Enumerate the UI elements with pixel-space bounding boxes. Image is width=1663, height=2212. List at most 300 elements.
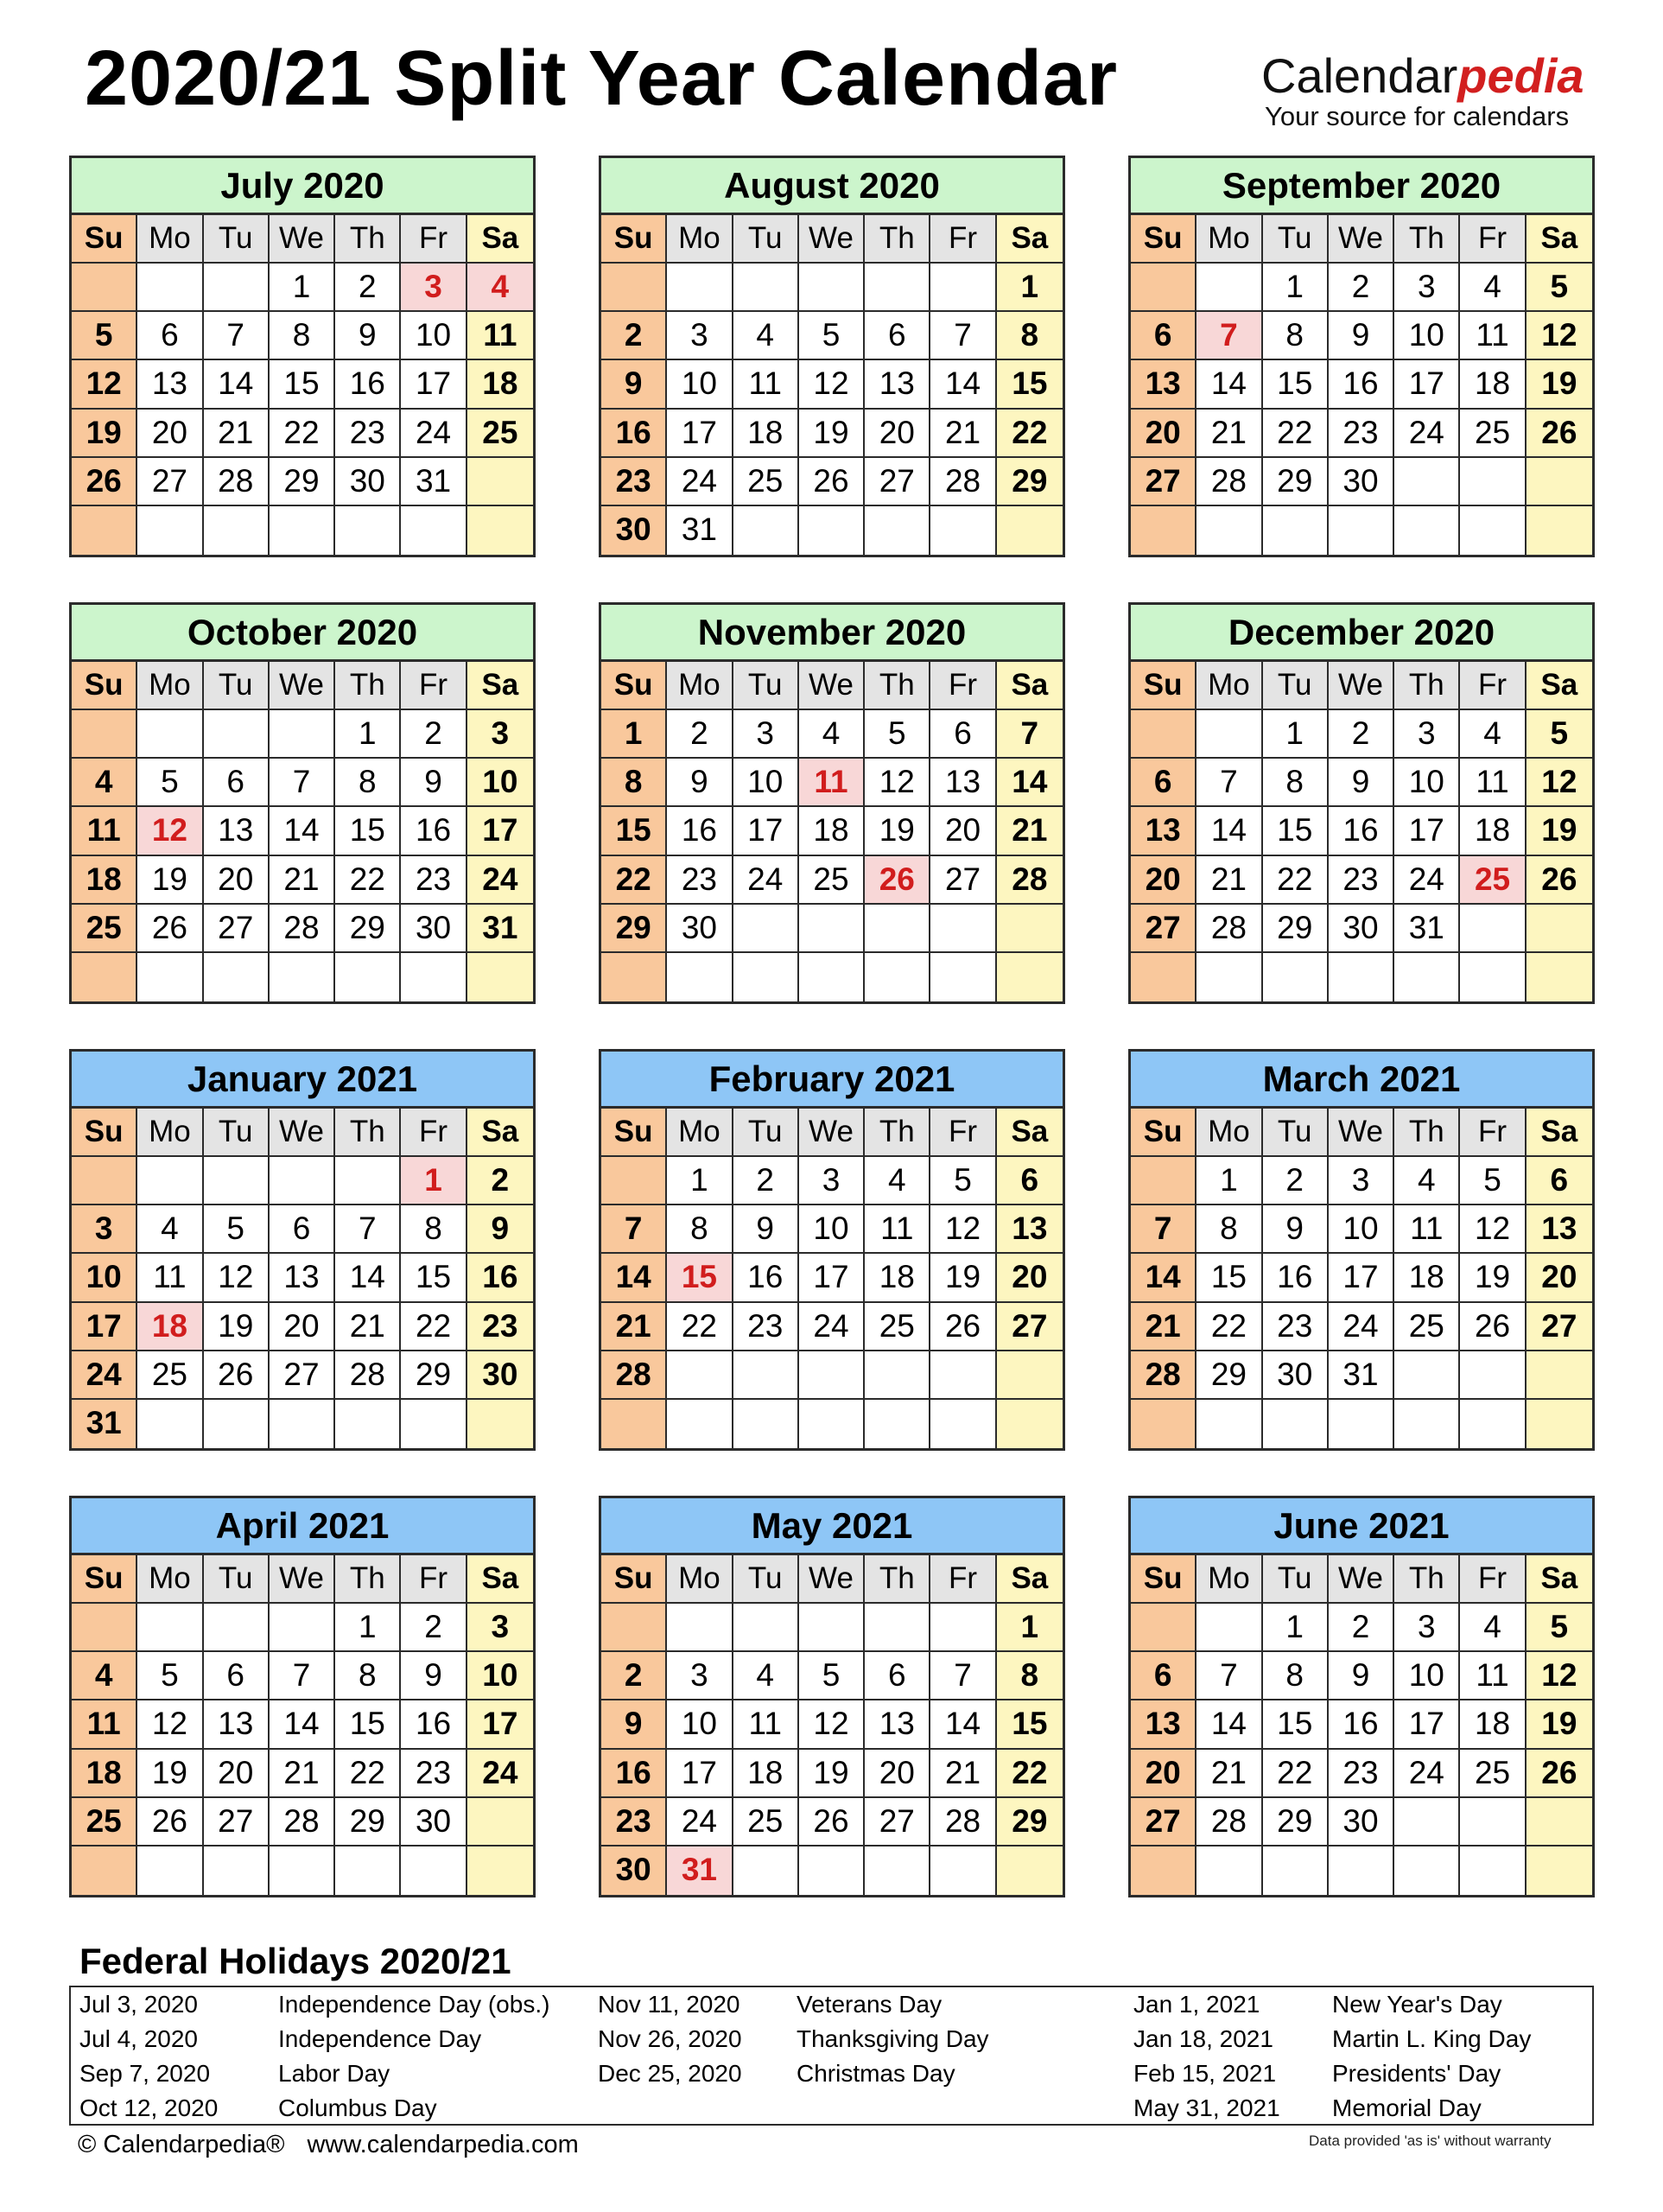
day-cell[interactable]: 18 [733, 410, 799, 458]
day-cell[interactable]: 29 [1196, 1351, 1262, 1400]
day-cell[interactable]: 30 [401, 1798, 467, 1847]
day-cell[interactable]: 29 [601, 905, 667, 953]
day-cell[interactable]: 21 [270, 856, 335, 905]
day-cell[interactable]: 16 [1263, 1254, 1329, 1302]
day-cell[interactable]: 7 [601, 1205, 667, 1254]
day-cell[interactable]: 19 [1527, 807, 1592, 855]
day-cell[interactable]: 21 [930, 410, 996, 458]
day-cell[interactable]: 27 [865, 1798, 930, 1847]
day-cell[interactable]: 20 [1527, 1254, 1592, 1302]
day-cell[interactable]: 18 [1394, 1254, 1460, 1302]
holiday-day-cell[interactable]: 11 [799, 759, 865, 807]
day-cell[interactable]: 3 [799, 1157, 865, 1205]
day-cell[interactable]: 13 [865, 1700, 930, 1749]
day-cell[interactable]: 16 [601, 1750, 667, 1798]
day-cell[interactable]: 3 [667, 312, 733, 360]
day-cell[interactable]: 11 [733, 1700, 799, 1749]
day-cell[interactable]: 23 [335, 410, 401, 458]
day-cell[interactable]: 9 [401, 1652, 467, 1700]
day-cell[interactable]: 10 [1394, 759, 1460, 807]
day-cell[interactable]: 4 [72, 1652, 137, 1700]
day-cell[interactable]: 21 [930, 1750, 996, 1798]
day-cell[interactable]: 24 [467, 1750, 533, 1798]
day-cell[interactable]: 17 [1329, 1254, 1394, 1302]
day-cell[interactable]: 19 [137, 1750, 203, 1798]
day-cell[interactable]: 23 [401, 1750, 467, 1798]
day-cell[interactable]: 12 [1460, 1205, 1526, 1254]
day-cell[interactable]: 26 [72, 458, 137, 506]
day-cell[interactable]: 30 [1329, 1798, 1394, 1847]
day-cell[interactable]: 23 [1263, 1303, 1329, 1351]
day-cell[interactable]: 13 [137, 360, 203, 409]
day-cell[interactable]: 13 [204, 1700, 270, 1749]
day-cell[interactable]: 25 [137, 1351, 203, 1400]
day-cell[interactable]: 25 [1394, 1303, 1460, 1351]
day-cell[interactable]: 24 [1394, 410, 1460, 458]
day-cell[interactable]: 18 [865, 1254, 930, 1302]
day-cell[interactable]: 27 [137, 458, 203, 506]
day-cell[interactable]: 9 [601, 360, 667, 409]
day-cell[interactable]: 31 [72, 1400, 137, 1448]
day-cell[interactable]: 23 [1329, 1750, 1394, 1798]
day-cell[interactable]: 1 [997, 264, 1063, 312]
day-cell[interactable]: 3 [733, 710, 799, 759]
day-cell[interactable]: 22 [1263, 1750, 1329, 1798]
day-cell[interactable]: 21 [1196, 856, 1262, 905]
day-cell[interactable]: 15 [1263, 807, 1329, 855]
day-cell[interactable]: 26 [1460, 1303, 1526, 1351]
day-cell[interactable]: 23 [1329, 856, 1394, 905]
day-cell[interactable]: 8 [335, 1652, 401, 1700]
day-cell[interactable]: 6 [865, 1652, 930, 1700]
day-cell[interactable]: 27 [865, 458, 930, 506]
day-cell[interactable]: 14 [1196, 1700, 1262, 1749]
day-cell[interactable]: 4 [1460, 1604, 1526, 1652]
day-cell[interactable]: 20 [270, 1303, 335, 1351]
day-cell[interactable]: 9 [467, 1205, 533, 1254]
day-cell[interactable]: 19 [1460, 1254, 1526, 1302]
day-cell[interactable]: 7 [930, 312, 996, 360]
day-cell[interactable]: 5 [137, 1652, 203, 1700]
holiday-day-cell[interactable]: 25 [1460, 856, 1526, 905]
day-cell[interactable]: 7 [270, 1652, 335, 1700]
day-cell[interactable]: 4 [865, 1157, 930, 1205]
day-cell[interactable]: 8 [1263, 312, 1329, 360]
day-cell[interactable]: 11 [467, 312, 533, 360]
day-cell[interactable]: 10 [733, 759, 799, 807]
holiday-day-cell[interactable]: 1 [401, 1157, 467, 1205]
day-cell[interactable]: 14 [204, 360, 270, 409]
day-cell[interactable]: 11 [137, 1254, 203, 1302]
day-cell[interactable]: 6 [1131, 312, 1196, 360]
day-cell[interactable]: 2 [667, 710, 733, 759]
day-cell[interactable]: 17 [799, 1254, 865, 1302]
day-cell[interactable]: 22 [335, 856, 401, 905]
day-cell[interactable]: 12 [799, 1700, 865, 1749]
day-cell[interactable]: 21 [335, 1303, 401, 1351]
day-cell[interactable]: 24 [1394, 856, 1460, 905]
day-cell[interactable]: 9 [601, 1700, 667, 1749]
day-cell[interactable]: 3 [467, 710, 533, 759]
day-cell[interactable]: 7 [997, 710, 1063, 759]
day-cell[interactable]: 27 [1131, 1798, 1196, 1847]
day-cell[interactable]: 20 [930, 807, 996, 855]
day-cell[interactable]: 20 [1131, 1750, 1196, 1798]
day-cell[interactable]: 27 [204, 905, 270, 953]
day-cell[interactable]: 16 [335, 360, 401, 409]
day-cell[interactable]: 18 [799, 807, 865, 855]
day-cell[interactable]: 5 [72, 312, 137, 360]
day-cell[interactable]: 25 [1460, 1750, 1526, 1798]
day-cell[interactable]: 19 [799, 410, 865, 458]
day-cell[interactable]: 9 [1329, 1652, 1394, 1700]
day-cell[interactable]: 16 [733, 1254, 799, 1302]
day-cell[interactable]: 25 [72, 1798, 137, 1847]
day-cell[interactable]: 27 [204, 1798, 270, 1847]
day-cell[interactable]: 16 [601, 410, 667, 458]
day-cell[interactable]: 13 [270, 1254, 335, 1302]
day-cell[interactable]: 4 [733, 312, 799, 360]
day-cell[interactable]: 16 [1329, 807, 1394, 855]
day-cell[interactable]: 1 [997, 1604, 1063, 1652]
day-cell[interactable]: 30 [467, 1351, 533, 1400]
day-cell[interactable]: 24 [667, 458, 733, 506]
day-cell[interactable]: 29 [997, 1798, 1063, 1847]
day-cell[interactable]: 12 [865, 759, 930, 807]
day-cell[interactable]: 30 [1263, 1351, 1329, 1400]
day-cell[interactable]: 8 [401, 1205, 467, 1254]
day-cell[interactable]: 29 [1263, 905, 1329, 953]
day-cell[interactable]: 28 [930, 458, 996, 506]
day-cell[interactable]: 28 [270, 905, 335, 953]
day-cell[interactable]: 3 [467, 1604, 533, 1652]
day-cell[interactable]: 20 [137, 410, 203, 458]
day-cell[interactable]: 13 [1131, 807, 1196, 855]
day-cell[interactable]: 19 [930, 1254, 996, 1302]
day-cell[interactable]: 17 [1394, 807, 1460, 855]
day-cell[interactable]: 17 [1394, 360, 1460, 409]
day-cell[interactable]: 5 [799, 312, 865, 360]
day-cell[interactable]: 10 [72, 1254, 137, 1302]
day-cell[interactable]: 21 [601, 1303, 667, 1351]
day-cell[interactable]: 21 [204, 410, 270, 458]
day-cell[interactable]: 10 [1394, 312, 1460, 360]
day-cell[interactable]: 17 [467, 1700, 533, 1749]
day-cell[interactable]: 6 [1527, 1157, 1592, 1205]
day-cell[interactable]: 8 [601, 759, 667, 807]
holiday-day-cell[interactable]: 7 [1196, 312, 1262, 360]
day-cell[interactable]: 19 [137, 856, 203, 905]
day-cell[interactable]: 27 [930, 856, 996, 905]
day-cell[interactable]: 4 [799, 710, 865, 759]
day-cell[interactable]: 17 [72, 1303, 137, 1351]
day-cell[interactable]: 1 [335, 1604, 401, 1652]
day-cell[interactable]: 27 [1527, 1303, 1592, 1351]
day-cell[interactable]: 8 [335, 759, 401, 807]
day-cell[interactable]: 5 [1460, 1157, 1526, 1205]
day-cell[interactable]: 2 [1329, 710, 1394, 759]
day-cell[interactable]: 20 [204, 856, 270, 905]
day-cell[interactable]: 10 [467, 1652, 533, 1700]
day-cell[interactable]: 26 [930, 1303, 996, 1351]
day-cell[interactable]: 15 [1263, 360, 1329, 409]
day-cell[interactable]: 25 [1460, 410, 1526, 458]
day-cell[interactable]: 11 [1460, 759, 1526, 807]
day-cell[interactable]: 22 [997, 1750, 1063, 1798]
day-cell[interactable]: 7 [270, 759, 335, 807]
day-cell[interactable]: 23 [733, 1303, 799, 1351]
day-cell[interactable]: 5 [1527, 264, 1592, 312]
holiday-day-cell[interactable]: 4 [467, 264, 533, 312]
day-cell[interactable]: 29 [1263, 458, 1329, 506]
day-cell[interactable]: 15 [401, 1254, 467, 1302]
day-cell[interactable]: 2 [401, 1604, 467, 1652]
day-cell[interactable]: 25 [733, 1798, 799, 1847]
day-cell[interactable]: 27 [270, 1351, 335, 1400]
day-cell[interactable]: 19 [799, 1750, 865, 1798]
day-cell[interactable]: 25 [733, 458, 799, 506]
day-cell[interactable]: 18 [1460, 1700, 1526, 1749]
day-cell[interactable]: 14 [1196, 360, 1262, 409]
day-cell[interactable]: 28 [1196, 905, 1262, 953]
day-cell[interactable]: 10 [667, 1700, 733, 1749]
day-cell[interactable]: 5 [1527, 710, 1592, 759]
day-cell[interactable]: 29 [1263, 1798, 1329, 1847]
holiday-day-cell[interactable]: 12 [137, 807, 203, 855]
day-cell[interactable]: 9 [733, 1205, 799, 1254]
day-cell[interactable]: 11 [865, 1205, 930, 1254]
day-cell[interactable]: 30 [1329, 458, 1394, 506]
day-cell[interactable]: 1 [1263, 1604, 1329, 1652]
day-cell[interactable]: 18 [1460, 807, 1526, 855]
day-cell[interactable]: 13 [1131, 1700, 1196, 1749]
day-cell[interactable]: 7 [1131, 1205, 1196, 1254]
day-cell[interactable]: 18 [467, 360, 533, 409]
day-cell[interactable]: 16 [1329, 360, 1394, 409]
day-cell[interactable]: 28 [1196, 1798, 1262, 1847]
day-cell[interactable]: 22 [1263, 410, 1329, 458]
day-cell[interactable]: 22 [1263, 856, 1329, 905]
day-cell[interactable]: 11 [72, 1700, 137, 1749]
day-cell[interactable]: 14 [1131, 1254, 1196, 1302]
day-cell[interactable]: 13 [865, 360, 930, 409]
day-cell[interactable]: 23 [601, 458, 667, 506]
holiday-day-cell[interactable]: 26 [865, 856, 930, 905]
day-cell[interactable]: 5 [865, 710, 930, 759]
day-cell[interactable]: 16 [401, 807, 467, 855]
day-cell[interactable]: 27 [997, 1303, 1063, 1351]
day-cell[interactable]: 26 [137, 1798, 203, 1847]
day-cell[interactable]: 12 [1527, 312, 1592, 360]
day-cell[interactable]: 9 [1329, 759, 1394, 807]
day-cell[interactable]: 16 [1329, 1700, 1394, 1749]
day-cell[interactable]: 27 [1131, 458, 1196, 506]
day-cell[interactable]: 10 [667, 360, 733, 409]
day-cell[interactable]: 2 [1263, 1157, 1329, 1205]
day-cell[interactable]: 30 [601, 1847, 667, 1895]
day-cell[interactable]: 2 [401, 710, 467, 759]
day-cell[interactable]: 23 [1329, 410, 1394, 458]
day-cell[interactable]: 17 [467, 807, 533, 855]
day-cell[interactable]: 21 [1131, 1303, 1196, 1351]
day-cell[interactable]: 20 [1131, 856, 1196, 905]
day-cell[interactable]: 1 [1263, 710, 1329, 759]
day-cell[interactable]: 19 [865, 807, 930, 855]
holiday-day-cell[interactable]: 31 [667, 1847, 733, 1895]
day-cell[interactable]: 3 [72, 1205, 137, 1254]
day-cell[interactable]: 1 [335, 710, 401, 759]
day-cell[interactable]: 8 [1196, 1205, 1262, 1254]
day-cell[interactable]: 31 [1329, 1351, 1394, 1400]
day-cell[interactable]: 18 [72, 1750, 137, 1798]
day-cell[interactable]: 7 [204, 312, 270, 360]
day-cell[interactable]: 21 [270, 1750, 335, 1798]
day-cell[interactable]: 2 [601, 1652, 667, 1700]
day-cell[interactable]: 20 [865, 1750, 930, 1798]
day-cell[interactable]: 14 [601, 1254, 667, 1302]
day-cell[interactable]: 5 [204, 1205, 270, 1254]
day-cell[interactable]: 8 [1263, 1652, 1329, 1700]
day-cell[interactable]: 26 [204, 1351, 270, 1400]
day-cell[interactable]: 29 [270, 458, 335, 506]
day-cell[interactable]: 6 [204, 759, 270, 807]
day-cell[interactable]: 1 [1263, 264, 1329, 312]
day-cell[interactable]: 14 [930, 1700, 996, 1749]
day-cell[interactable]: 1 [270, 264, 335, 312]
day-cell[interactable]: 3 [1329, 1157, 1394, 1205]
day-cell[interactable]: 2 [467, 1157, 533, 1205]
day-cell[interactable]: 5 [799, 1652, 865, 1700]
day-cell[interactable]: 31 [467, 905, 533, 953]
holiday-day-cell[interactable]: 15 [667, 1254, 733, 1302]
day-cell[interactable]: 9 [1329, 312, 1394, 360]
day-cell[interactable]: 30 [1329, 905, 1394, 953]
day-cell[interactable]: 25 [72, 905, 137, 953]
day-cell[interactable]: 6 [270, 1205, 335, 1254]
day-cell[interactable]: 30 [667, 905, 733, 953]
day-cell[interactable]: 14 [930, 360, 996, 409]
day-cell[interactable]: 3 [1394, 1604, 1460, 1652]
day-cell[interactable]: 14 [270, 807, 335, 855]
day-cell[interactable]: 26 [137, 905, 203, 953]
day-cell[interactable]: 11 [1394, 1205, 1460, 1254]
day-cell[interactable]: 5 [1527, 1604, 1592, 1652]
day-cell[interactable]: 23 [401, 856, 467, 905]
day-cell[interactable]: 28 [601, 1351, 667, 1400]
day-cell[interactable]: 23 [601, 1798, 667, 1847]
day-cell[interactable]: 13 [204, 807, 270, 855]
day-cell[interactable]: 10 [401, 312, 467, 360]
day-cell[interactable]: 5 [930, 1157, 996, 1205]
day-cell[interactable]: 28 [204, 458, 270, 506]
day-cell[interactable]: 24 [1329, 1303, 1394, 1351]
day-cell[interactable]: 20 [865, 410, 930, 458]
day-cell[interactable]: 6 [930, 710, 996, 759]
day-cell[interactable]: 18 [72, 856, 137, 905]
day-cell[interactable]: 19 [1527, 1700, 1592, 1749]
day-cell[interactable]: 15 [1196, 1254, 1262, 1302]
day-cell[interactable]: 19 [1527, 360, 1592, 409]
day-cell[interactable]: 6 [204, 1652, 270, 1700]
day-cell[interactable]: 12 [930, 1205, 996, 1254]
day-cell[interactable]: 22 [401, 1303, 467, 1351]
day-cell[interactable]: 26 [1527, 1750, 1592, 1798]
day-cell[interactable]: 25 [467, 410, 533, 458]
day-cell[interactable]: 3 [1394, 264, 1460, 312]
day-cell[interactable]: 30 [335, 458, 401, 506]
day-cell[interactable]: 12 [799, 360, 865, 409]
day-cell[interactable]: 4 [733, 1652, 799, 1700]
day-cell[interactable]: 17 [733, 807, 799, 855]
day-cell[interactable]: 27 [1131, 905, 1196, 953]
day-cell[interactable]: 7 [335, 1205, 401, 1254]
day-cell[interactable]: 26 [799, 458, 865, 506]
day-cell[interactable]: 29 [335, 905, 401, 953]
day-cell[interactable]: 12 [1527, 759, 1592, 807]
day-cell[interactable]: 4 [137, 1205, 203, 1254]
day-cell[interactable]: 18 [733, 1750, 799, 1798]
day-cell[interactable]: 28 [270, 1798, 335, 1847]
day-cell[interactable]: 10 [799, 1205, 865, 1254]
day-cell[interactable]: 22 [601, 856, 667, 905]
day-cell[interactable]: 7 [930, 1652, 996, 1700]
day-cell[interactable]: 12 [137, 1700, 203, 1749]
day-cell[interactable]: 24 [467, 856, 533, 905]
day-cell[interactable]: 24 [733, 856, 799, 905]
brand-logo[interactable] [1261, 50, 1598, 131]
day-cell[interactable]: 15 [335, 1700, 401, 1749]
day-cell[interactable]: 15 [997, 360, 1063, 409]
day-cell[interactable]: 13 [930, 759, 996, 807]
day-cell[interactable]: 6 [997, 1157, 1063, 1205]
day-cell[interactable]: 28 [1131, 1351, 1196, 1400]
day-cell[interactable]: 30 [601, 506, 667, 555]
day-cell[interactable]: 6 [865, 312, 930, 360]
day-cell[interactable]: 8 [270, 312, 335, 360]
day-cell[interactable]: 22 [335, 1750, 401, 1798]
day-cell[interactable]: 9 [335, 312, 401, 360]
day-cell[interactable]: 26 [1527, 856, 1592, 905]
day-cell[interactable]: 25 [799, 856, 865, 905]
day-cell[interactable]: 24 [401, 410, 467, 458]
day-cell[interactable]: 17 [667, 410, 733, 458]
holiday-day-cell[interactable]: 18 [137, 1303, 203, 1351]
day-cell[interactable]: 10 [1394, 1652, 1460, 1700]
day-cell[interactable]: 16 [401, 1700, 467, 1749]
day-cell[interactable]: 28 [930, 1798, 996, 1847]
website-link[interactable]: www.calendarpedia.com [307, 2131, 579, 2158]
day-cell[interactable]: 4 [1394, 1157, 1460, 1205]
day-cell[interactable]: 6 [1131, 1652, 1196, 1700]
day-cell[interactable]: 15 [1263, 1700, 1329, 1749]
day-cell[interactable]: 19 [72, 410, 137, 458]
day-cell[interactable]: 11 [1460, 312, 1526, 360]
day-cell[interactable]: 26 [799, 1798, 865, 1847]
day-cell[interactable]: 31 [401, 458, 467, 506]
day-cell[interactable]: 17 [667, 1750, 733, 1798]
day-cell[interactable]: 29 [997, 458, 1063, 506]
day-cell[interactable]: 10 [467, 759, 533, 807]
day-cell[interactable]: 10 [1329, 1205, 1394, 1254]
day-cell[interactable]: 14 [997, 759, 1063, 807]
day-cell[interactable]: 12 [1527, 1652, 1592, 1700]
day-cell[interactable]: 14 [335, 1254, 401, 1302]
day-cell[interactable]: 29 [335, 1798, 401, 1847]
day-cell[interactable]: 24 [72, 1351, 137, 1400]
day-cell[interactable]: 23 [667, 856, 733, 905]
day-cell[interactable]: 25 [865, 1303, 930, 1351]
day-cell[interactable]: 5 [137, 759, 203, 807]
